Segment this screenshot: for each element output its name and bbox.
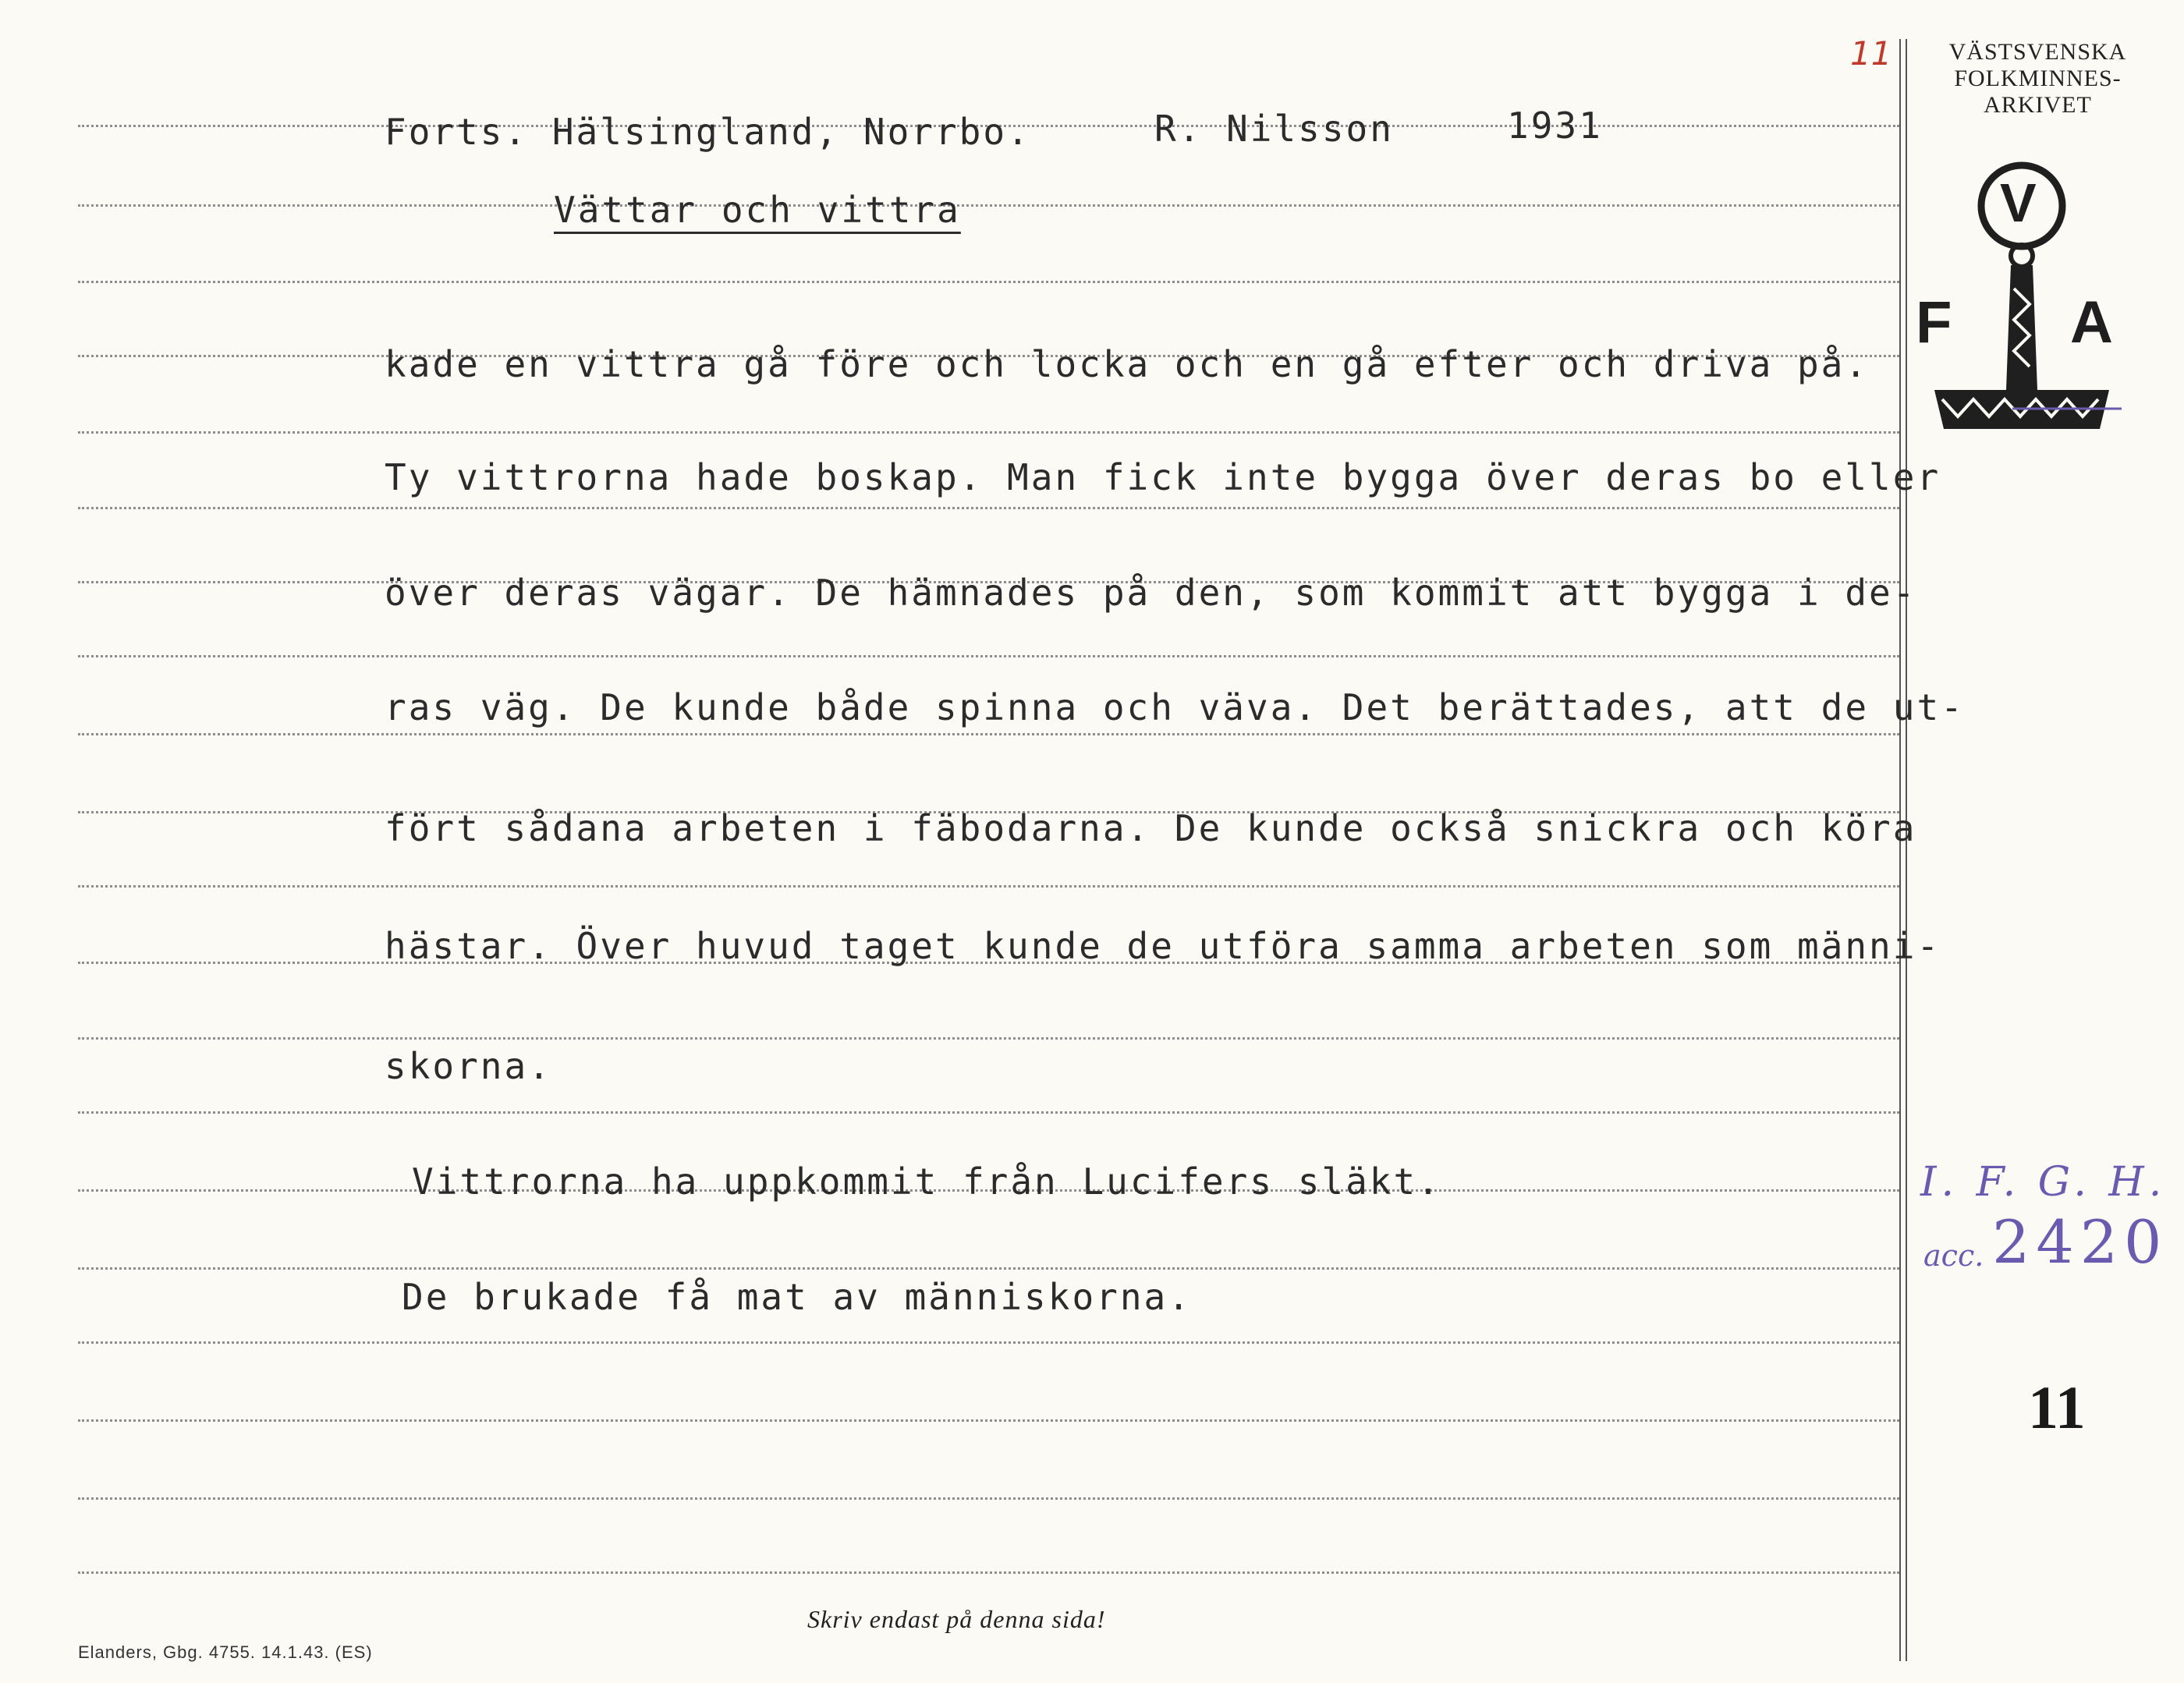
logo-letter-right: A xyxy=(2070,289,2113,356)
archive-logo xyxy=(1916,156,2137,452)
archive-name-line: ARKIVET xyxy=(1984,92,2092,118)
body-line: kade en vittra gå före och locka och en gå efter och driva på. xyxy=(385,343,1870,385)
logo-letter-left: F xyxy=(1916,289,1952,356)
ruled-line xyxy=(78,507,1899,509)
archive-name-line: FOLKMINNES- xyxy=(1954,66,2122,91)
archive-name-line: VÄSTSVENSKA xyxy=(1948,39,2127,65)
margin-rule-left xyxy=(1899,39,1901,1661)
page-number: 11 xyxy=(2028,1373,2086,1441)
logo-letter-top: V xyxy=(2000,172,2037,233)
footer-instruction: Skriv endast på denna sida! xyxy=(807,1605,1106,1633)
body-line: De brukade få mat av människorna. xyxy=(402,1276,1192,1318)
ruled-line xyxy=(78,1341,1899,1344)
stamp-acc-prefix: acc. xyxy=(1923,1238,1984,1273)
body-line: över deras vägar. De hämnades på den, som kommit att bygga i de- xyxy=(385,572,1917,614)
ruled-line xyxy=(78,431,1899,434)
header-topic: Vättar och vittra xyxy=(554,189,961,231)
body-line: hästar. Över huvud taget kunde de utföra samma arbeten som männi- xyxy=(385,925,1941,967)
printer-imprint: Elanders, Gbg. 4755. 14.1.43. (ES) xyxy=(78,1642,373,1662)
ruled-line xyxy=(78,1267,1899,1270)
archive-name xyxy=(1907,39,2168,119)
body-line: fört sådana arbeten i fäbodarna. De kunde också snickra och köra xyxy=(385,807,1917,849)
ruled-line xyxy=(78,1037,1899,1040)
margin-rule-right xyxy=(1906,39,1907,1661)
ruled-line xyxy=(78,204,1899,207)
ruled-line xyxy=(78,1497,1899,1500)
ruled-line xyxy=(78,655,1899,657)
body-line: Ty vittrorna hade boskap. Man fick inte bygga över deras bo eller xyxy=(385,456,1941,498)
pencil-page-mark: 11 xyxy=(1850,34,1892,73)
ruled-line xyxy=(78,885,1899,888)
ruled-line xyxy=(78,1571,1899,1574)
body-line: ras väg. De kunde både spinna och väva. Det berättades, att de ut- xyxy=(385,686,1965,728)
body-line: Vittrorna ha uppkommit från Lucifers släkt. xyxy=(412,1160,1441,1203)
ruled-line xyxy=(78,281,1899,283)
header-year: 1931 xyxy=(1507,105,1603,147)
header-place: Forts. Hälsingland, Norrbo. xyxy=(385,111,1031,153)
ruled-line xyxy=(78,1111,1899,1114)
ruled-line xyxy=(78,733,1899,735)
stamp-acc-number: 2420 xyxy=(1992,1207,2168,1277)
body-line: skorna. xyxy=(385,1045,552,1087)
ruled-line xyxy=(78,1419,1899,1422)
header-author: R. Nilsson xyxy=(1154,108,1394,150)
stamp-initials: I. F. G. H. xyxy=(1920,1159,2167,1206)
